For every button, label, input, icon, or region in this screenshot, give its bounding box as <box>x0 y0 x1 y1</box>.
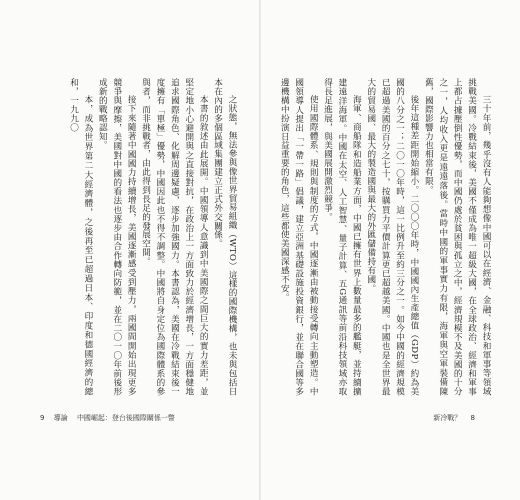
paragraph: 本書的敘述由此展開。中國領導人意識到中美國際之間巨大的實力差距，並堅定地小心避開與之直接對抗，在政治上一方面致力於經濟增長，一方面穩健地追求國際角色、化解周邊疑慮，逐步加強國力。本書認為，美國在冷戰結束後一度擁有「單極」優勢，中國因此也不得不調整。中國將自身定位為國際體系的參與者，而非挑戰者，由此得到長足的發展空間。 <box>140 78 209 396</box>
left-page <box>0 0 259 500</box>
page-number: 8 <box>470 414 475 422</box>
running-part: 導論 <box>53 414 68 422</box>
right-page-text <box>279 78 493 396</box>
paragraph: 接下來隨著中國國力持續增長，美國逐漸感受到壓力，兩國間開始出現更多競爭與摩擦，美國對中國的看法也逐步由合作轉向防範，並在二〇一〇年前後形成新的戰略認知。 <box>97 78 137 396</box>
paragraph: 海軍、商船隊和造船業方面，中國已擁有世界上數量最多的艦艇，並持續擴建遠洋海軍。中國在太空、人工智慧、量子計算、五G通訊等前沿科技領域亦取得長足進展，與美國展開激烈競爭。 <box>322 78 362 396</box>
paragraph: 使用國際體系、規則與制度的方式，中國逐漸由被動接受轉向主動塑造。中國領導人提出「一帶一路」倡議，建立亞洲基礎設施投資銀行，並在聯合國等多邊機構中扮演日益重要的角色，這些都使美國深感不安。 <box>279 78 319 396</box>
page-number: 9 <box>40 414 45 422</box>
running-title: 中國崛起：登台後國際關係一瞥 <box>76 414 175 422</box>
running-title: 新冷戰？ <box>433 414 462 422</box>
paragraph: 三十年前，幾乎沒有人能夠想像中國可以在經濟、金融、科技和軍事等領域挑戰美國。冷戰結束後，美國不僅成為唯一超級大國，在全球政治、經濟和軍事上都占據壓倒性優勢，而中國仍處於貧困與孤立之中，經濟規模不及美國的十分之一，人均收入更是遠遠落後。當時中國的軍事實力有限，海軍與空軍裝備陳舊，國際影響力也相當有限。 <box>423 78 491 396</box>
right-page <box>261 0 520 500</box>
left-page-footer <box>40 413 182 423</box>
left-page-text <box>26 78 239 396</box>
right-page-footer <box>433 413 482 423</box>
paragraph: 本，成為世界第二大經濟體，之後再至已超過日本、印度和德國經濟的總和，一九九〇 <box>68 78 93 396</box>
paragraph: 之狀態，無法參與像世界貿易組織（WTO）這樣的國際機構，也未與包括日本在內的多個區域集團建立正式外交關係。 <box>212 78 237 396</box>
paragraph: 後年這種差距開始縮小。二〇〇〇年時，中國國內生產總值（GDP）約為美國的八分之一；二〇一〇年時，這一比例升至約三分之一。如今中國的經濟規模已超過美國的百分之七十，按購買力平價計算更已超越美國。中國也是全世界最大的貿易國、最大的製造國與最大的外匯儲備持有國。 <box>365 78 419 396</box>
